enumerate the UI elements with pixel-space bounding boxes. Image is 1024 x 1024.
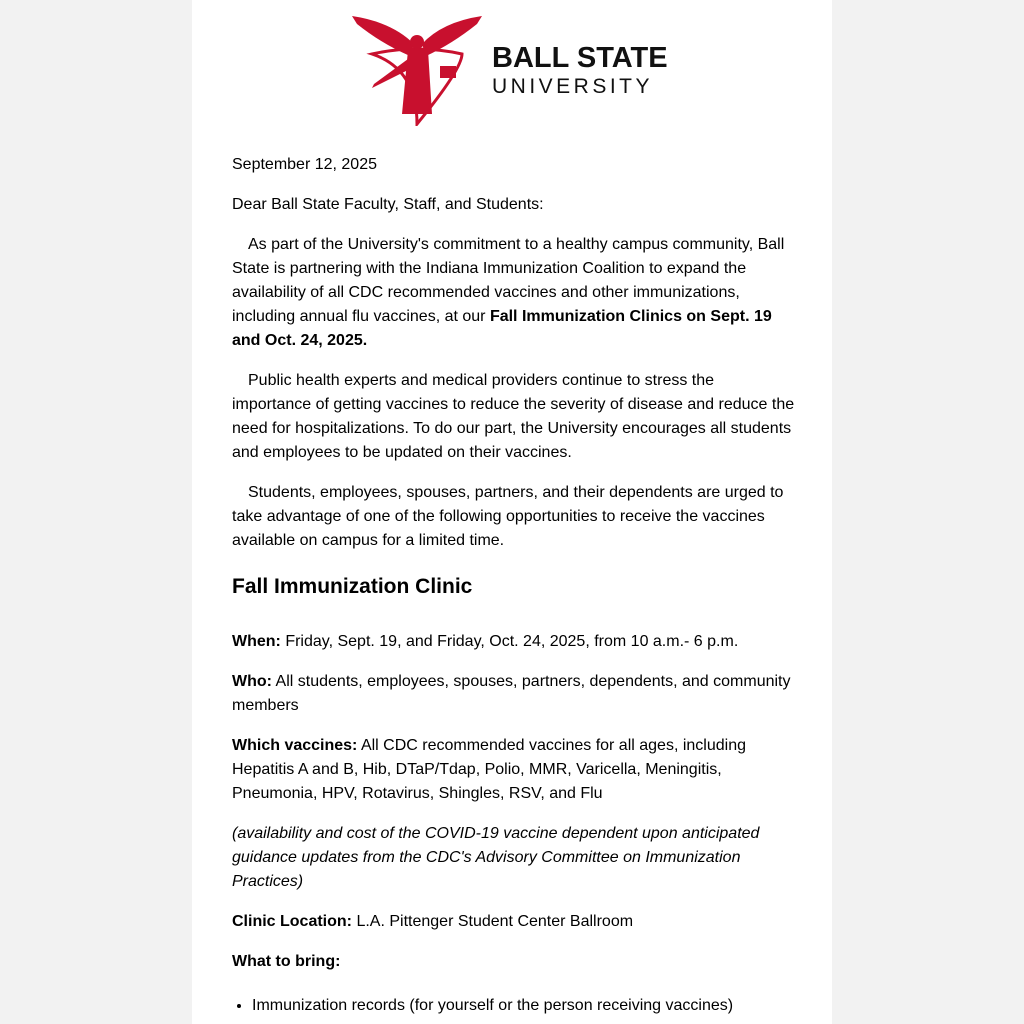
- health-paragraph: Public health experts and medical providers continue to stress the importance of getting vaccines to reduce the severity of disease and reduce the need for hospitalizations. To do our part, the University encourages all students and employees to be updated on their vaccines.: [232, 372, 795, 461]
- bring-label: What to bring:: [232, 953, 341, 970]
- email-body: [192, 0, 832, 1024]
- who-line: Who: All students, employees, spouses, partners, dependents, and community members: [232, 673, 791, 714]
- location-line: Clinic Location: L.A. Pittenger Student Center Ballroom: [232, 913, 634, 930]
- cardinal-seal-icon: [352, 14, 674, 126]
- ball-state-logo: [352, 14, 674, 126]
- when-line: When: Friday, Sept. 19, and Friday, Oct. 24, 2025, from 10 a.m.- 6 p.m.: [232, 633, 739, 650]
- covid-note: (availability and cost of the COVID-19 vaccine dependent upon anticipated guidance updates from the CDC's Advisory Committee on Immunization Practices): [232, 825, 760, 890]
- section-heading: Fall Immunization Clinic: [232, 575, 473, 598]
- bring-list: [232, 994, 797, 1018]
- greeting: Dear Ball State Faculty, Staff, and Students:: [232, 196, 544, 213]
- letter-date: September 12, 2025: [232, 156, 377, 173]
- intro-paragraph: As part of the University's commitment to a healthy campus community, Ball State is partnering with the Indiana Immunization Coalition to expand the availability of all CDC recommended vaccines and other immunizations, including annual flu vaccines, at our Fall Immunization Clinics on Sept. 19 and Oct. 24, 2025.: [232, 236, 785, 349]
- opportunity-paragraph: Students, employees, spouses, partners, and their dependents are urged to take advantage of one of the following opportunities to receive the vaccines available on campus for a limited time.: [232, 484, 784, 549]
- svg-text:BALL STATE: BALL STATE: [492, 42, 668, 74]
- svg-text:UNIVERSITY: UNIVERSITY: [492, 75, 654, 98]
- vaccines-line: Which vaccines: All CDC recommended vaccines for all ages, including Hepatitis A and B, Hib, DTaP/Tdap, Polio, MMR, Varicella, Meningitis, Pneumonia, HPV, Rotavirus, Shingles, RSV, and Flu: [232, 737, 746, 802]
- list-item: • Immunization records (for yourself or the person receiving vaccines): [252, 994, 797, 1018]
